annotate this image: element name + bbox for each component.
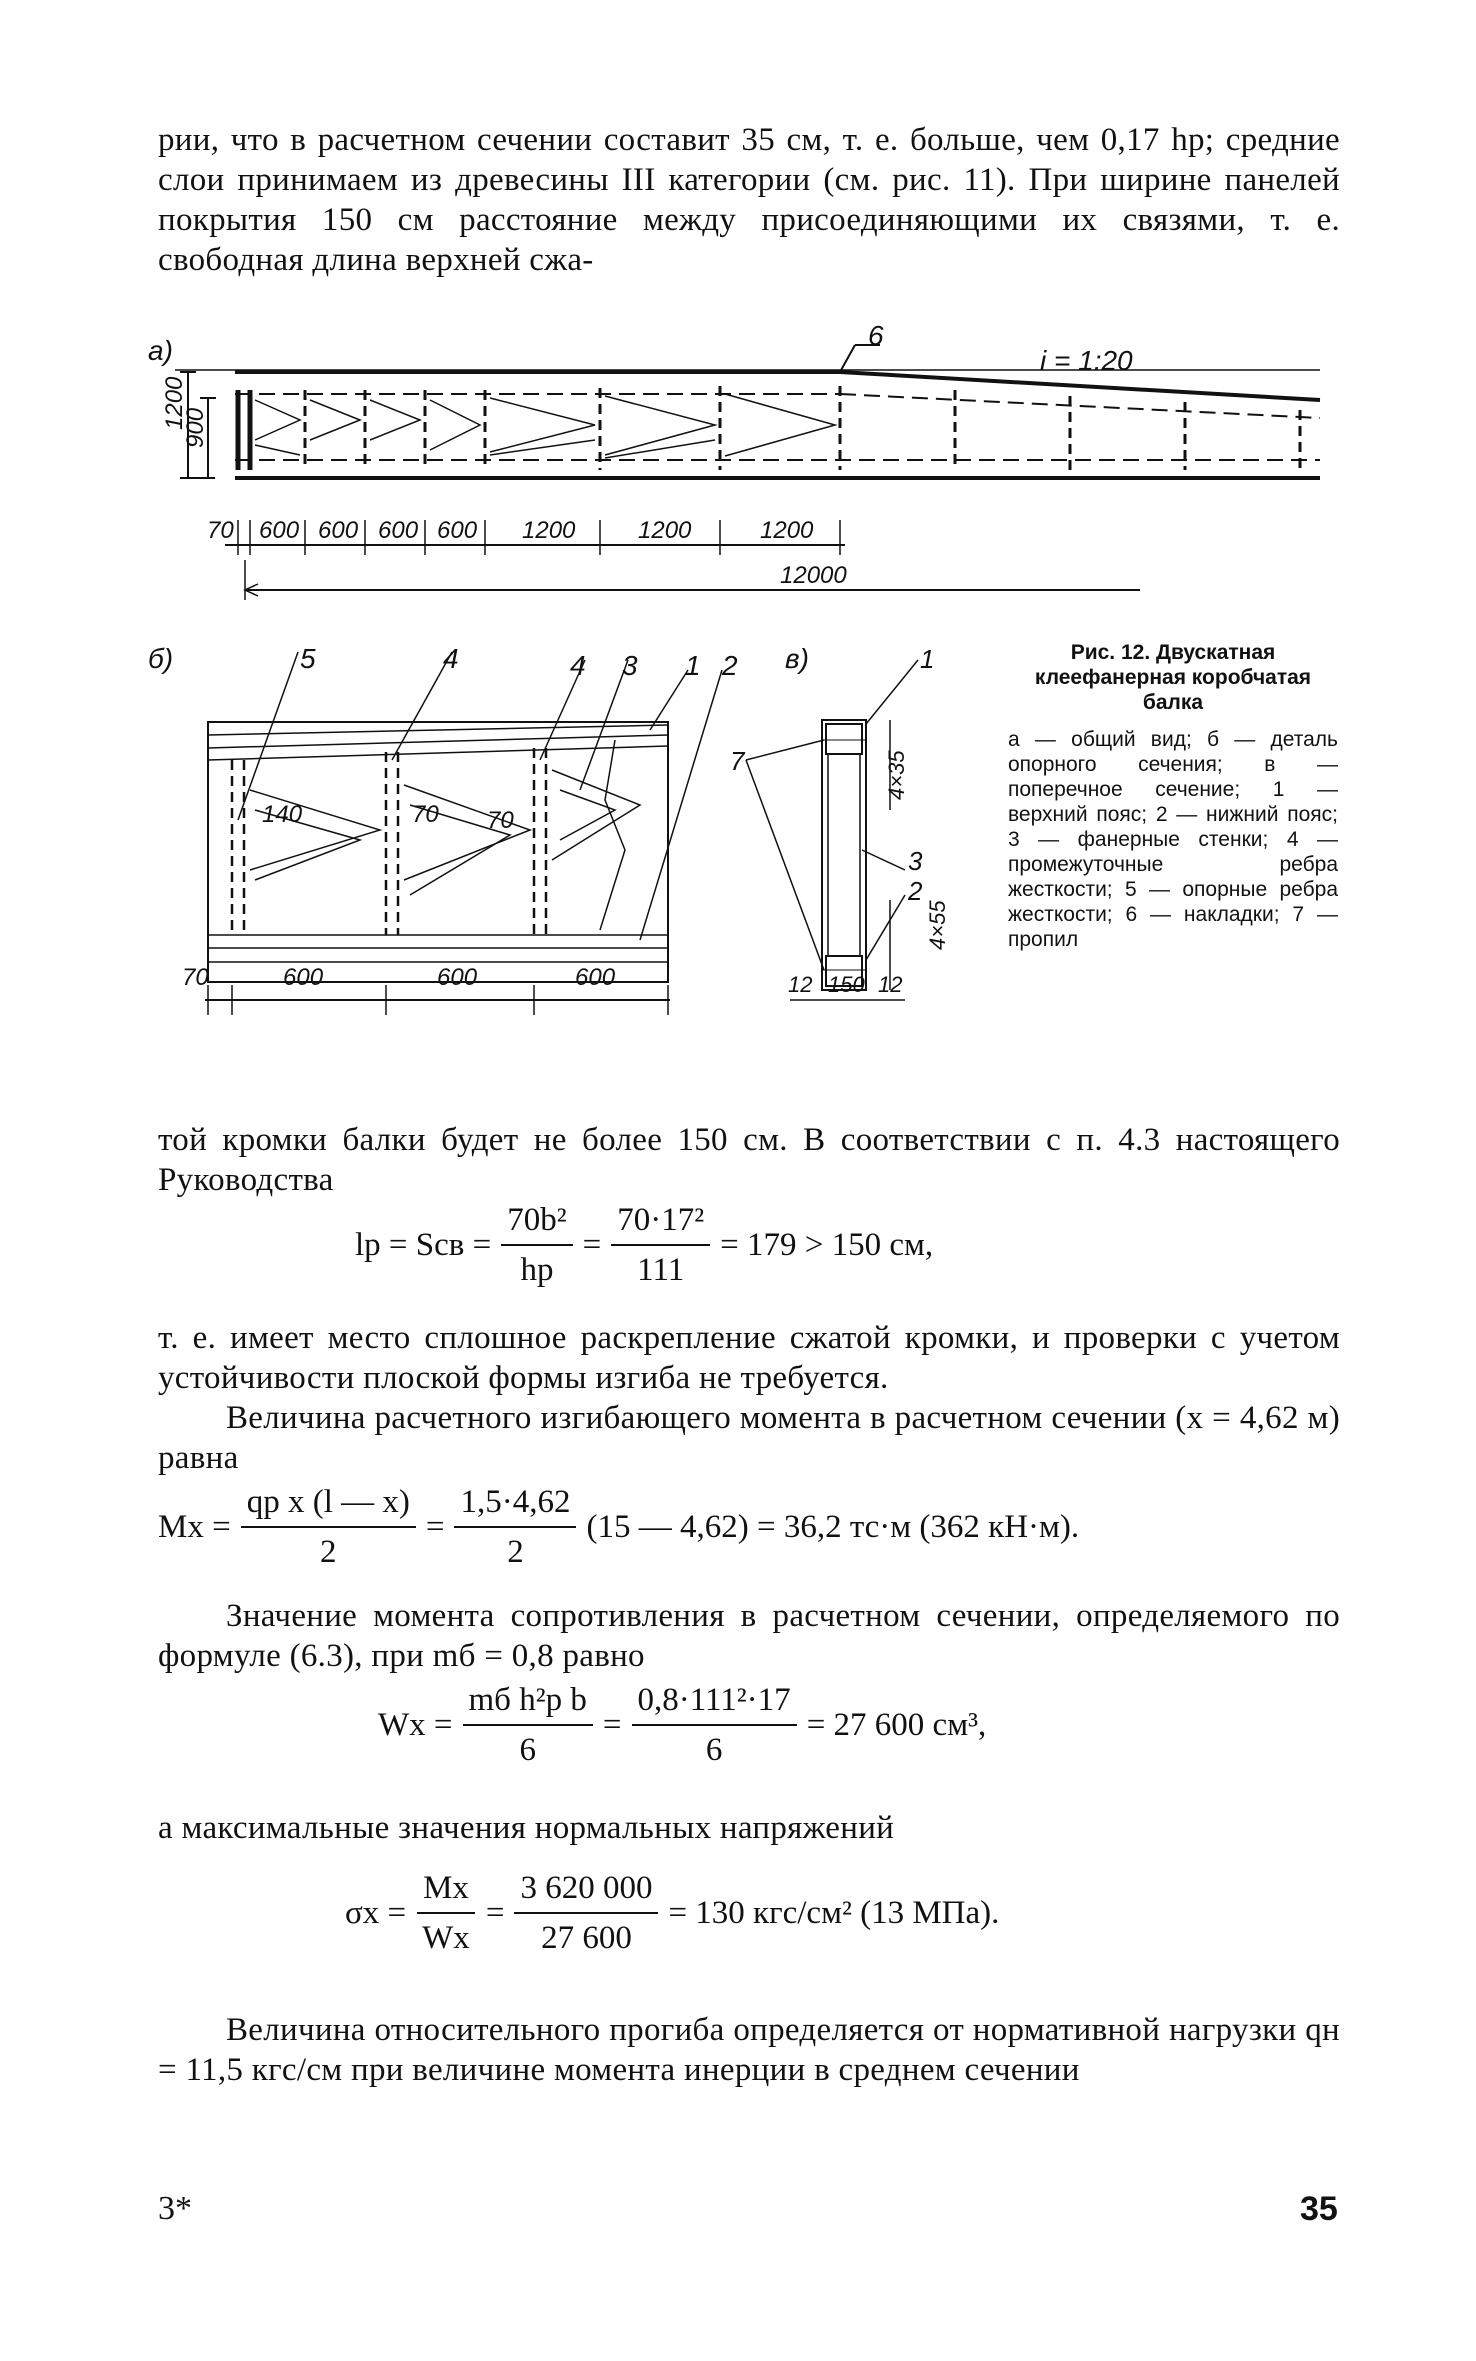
dim-height-1200: 1200: [161, 376, 188, 430]
eq3-f1-num: mб h²р b: [463, 1680, 593, 1726]
label-part-a: а): [148, 335, 173, 366]
eq4-f2-den: 27 600: [541, 1920, 632, 1956]
callout-v-7: 7: [730, 746, 745, 776]
dim-a-70: 70: [207, 517, 234, 544]
inner-dim-70a: 70: [412, 801, 439, 828]
eq1-rhs: = 179 > 150 см,: [720, 1226, 934, 1263]
equation-3: [378, 1680, 986, 1770]
callout-b-2: 2: [722, 650, 738, 681]
inner-dim-70b: 70: [487, 807, 514, 834]
callout-v-1: 1: [920, 644, 935, 674]
eq4-rhs: = 130 кгс/см² (13 МПа).: [668, 1894, 1000, 1931]
eq1-f1-num: 70b²: [501, 1200, 572, 1246]
callout-6: 6: [868, 320, 884, 351]
eq2-f1-den: 2: [320, 1534, 337, 1570]
caption-title: Рис. 12. Двускатная клеефанерная коробчатая балка: [1034, 641, 1312, 714]
dim-a-1200-3: 1200: [760, 517, 814, 544]
equation-1: [355, 1200, 933, 1290]
callout-v-3: 3: [908, 846, 923, 876]
callout-b-3: 3: [622, 650, 638, 681]
eq3-f2-num: 0,8·111²·17: [632, 1680, 797, 1726]
dim-a-total: 12000: [780, 562, 847, 589]
eq1-eq: =: [582, 1226, 602, 1263]
eq1-f1-den: hр: [520, 1252, 554, 1288]
eq3-eq: =: [602, 1706, 622, 1743]
eq2-f2-den: 2: [507, 1534, 524, 1570]
eq2-f2-num: 1,5·4,62: [454, 1482, 576, 1528]
figure-caption: [1008, 640, 1338, 952]
dim-a-600-4: 600: [437, 517, 478, 544]
dim-a-600-1: 600: [259, 517, 300, 544]
label-part-b: б): [148, 643, 174, 674]
dim-a-600-3: 600: [378, 517, 419, 544]
eq2-lhs: Mx =: [158, 1508, 231, 1545]
eq3-f1-den: 6: [519, 1732, 536, 1768]
label-part-v: в): [785, 643, 809, 674]
eq2-rhs: (15 — 4,62) = 36,2 тс·м (362 кН·м).: [586, 1508, 1080, 1545]
dim-a-1200-1: 1200: [522, 517, 576, 544]
slope-label: i = 1:20: [1040, 345, 1133, 376]
eq4-eq: =: [485, 1894, 505, 1931]
paragraph-7: Величина относительного прогиба определяется от нормативной нагрузки qн = 11,5 кгс/см при величине момента инерции в среднем сечении: [158, 2012, 1340, 2088]
equation-4: [345, 1868, 999, 1958]
eq3-lhs: Wx =: [378, 1706, 453, 1743]
caption-body: а — общий вид; б — деталь опорного сечения; в — поперечное сечение; 1 — верхний пояс; 2 — нижний пояс; 3 — фанерные стенки; 4 — промежуточные ребра жесткости; 5 — опорные ребра жесткости; 6 — накладки; 7 — пропил: [1008, 728, 1338, 951]
bottom-dim-12a: 12: [788, 972, 813, 997]
top-paragraph: рии, что в расчетном сечении составит 35 см, т. е. больше, чем 0,17 hр; средние слои принимаем из древесины III категории (см. рис. 11). При ширине панелей покрытия 150 см расстояние между присоединяющими их связями, т. е. свободная длина верхней сжа-: [158, 122, 1340, 278]
paragraph-6: а максимальные значения нормальных напряжений: [158, 1810, 895, 1846]
signature-mark: 3*: [158, 2190, 192, 2227]
dim-b-600-1: 600: [283, 964, 324, 991]
eq1-f2-num: 70·17²: [611, 1200, 710, 1246]
dim-a-1200-2: 1200: [638, 517, 692, 544]
paragraph-2: той кромки балки будет не более 150 см. В соответствии с п. 4.3 настоящего Руководства: [158, 1122, 1340, 1198]
eq3-f2-den: 6: [705, 1732, 723, 1768]
paragraph-4: Величина расчетного изгибающего момента в расчетном сечении (x = 4,62 м) равна: [158, 1400, 1340, 1476]
page-number: 35: [1300, 2190, 1338, 2228]
eq2-eq: =: [425, 1508, 445, 1545]
bottom-dim-12b: 12: [878, 972, 903, 997]
dim-height-900: 900: [182, 407, 209, 448]
dim-b-600-2: 600: [437, 964, 478, 991]
dim-a-600-2: 600: [318, 517, 359, 544]
side-dim-4x55: 4×55: [925, 900, 950, 950]
eq2-f1-num: qр x (l — x): [241, 1482, 416, 1528]
eq3-rhs: = 27 600 см³,: [806, 1706, 987, 1743]
eq4-f1-den: Wx: [422, 1920, 470, 1956]
eq4-lhs: σx =: [345, 1894, 407, 1931]
callout-b-1: 1: [685, 650, 701, 681]
dim-b-600-3: 600: [575, 964, 616, 991]
callout-v-2: 2: [908, 876, 923, 906]
eq1-f2-den: 111: [637, 1252, 685, 1288]
eq4-f1-num: Mx: [417, 1868, 475, 1914]
callout-b-4b: 4: [570, 650, 586, 681]
eq1-lhs: lр = Sсв =: [355, 1226, 492, 1263]
dim-b-70: 70: [182, 964, 209, 991]
callout-b-4a: 4: [443, 643, 459, 674]
callout-b-5: 5: [300, 643, 316, 674]
eq4-f2-num: 3 620 000: [514, 1868, 658, 1914]
equation-2: [158, 1482, 1079, 1572]
paragraph-5: Значение момента сопротивления в расчетном сечении, определяемого по формуле (6.3), при mб = 0,8 равно: [158, 1598, 1340, 1674]
inner-dim-140: 140: [262, 801, 303, 828]
bottom-dim-150: 150: [828, 972, 865, 997]
paragraph-3: т. е. имеет место сплошное раскрепление сжатой кромки, и проверки с учетом устойчивости плоской формы изгиба не требуется.: [158, 1320, 1340, 1396]
side-dim-4x35: 4×35: [884, 750, 909, 800]
